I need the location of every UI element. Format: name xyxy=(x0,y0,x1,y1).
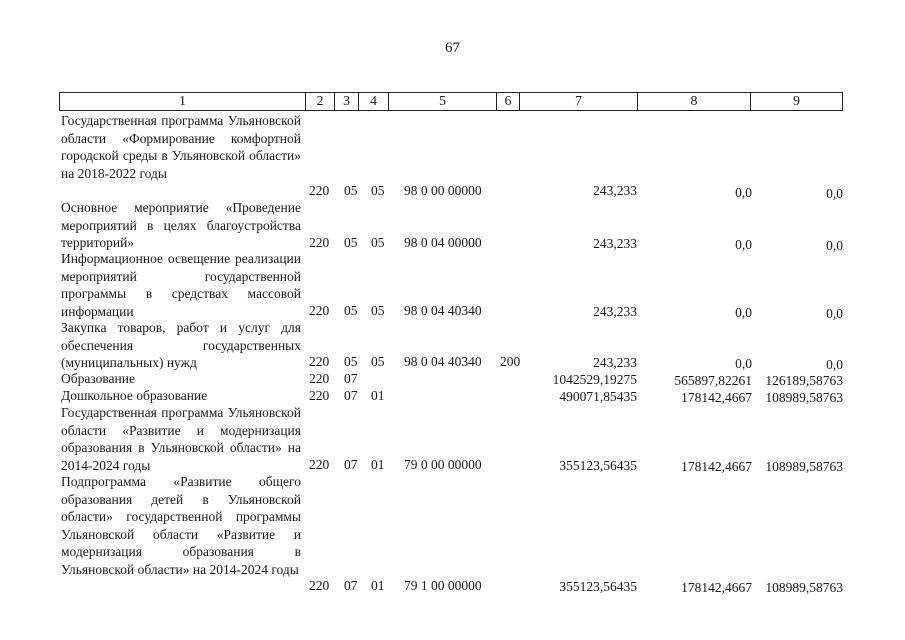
row-description: Подпрограмма «Развитие общего образования детей в Ульяновской области» государственной программы Ульяновской области «Развитие и модернизация образования в Ульяновской области» на 2014-2024 годы xyxy=(61,474,301,577)
cell-col-9: 0,0 xyxy=(826,186,843,201)
cell-col-5: 98 0 04 00000 xyxy=(404,235,482,250)
row-description: Государственная программа Ульяновской области «Развитие и модернизация образования в Ульяновской области» на 2014-2024 годы xyxy=(61,405,301,473)
cell-col-3: 05 xyxy=(344,235,358,250)
cell-col-7: 355123,56435 xyxy=(559,458,637,473)
header-col-1: 1 xyxy=(60,93,306,110)
cell-col-8: 178142,4667 xyxy=(681,459,752,474)
cell-col-9: 108989,58763 xyxy=(765,580,843,595)
cell-col-8: 0,0 xyxy=(735,305,752,320)
cell-col-2: 220 xyxy=(309,235,330,250)
cell-col-4: 05 xyxy=(371,235,385,250)
cell-col-2: 220 xyxy=(309,578,330,593)
cell-col-2: 220 xyxy=(309,183,330,198)
cell-col-8: 178142,4667 xyxy=(681,390,752,405)
cell-col-7: 243,233 xyxy=(593,236,637,251)
header-col-6: 6 xyxy=(497,93,520,110)
cell-col-4: 01 xyxy=(371,578,385,593)
cell-col-2: 220 xyxy=(309,371,330,386)
cell-col-2: 220 xyxy=(309,303,330,318)
page-number: 67 xyxy=(445,40,460,56)
cell-col-2: 220 xyxy=(309,354,330,369)
cell-col-9: 108989,58763 xyxy=(765,459,843,474)
header-col-7: 7 xyxy=(520,93,638,110)
cell-col-2: 220 xyxy=(309,388,330,403)
cell-col-9: 108989,58763 xyxy=(765,390,843,405)
row-description: Закупка товаров, работ и услуг для обеспечения государственных (муниципальных) нужд xyxy=(61,320,301,370)
cell-col-9: 0,0 xyxy=(826,238,843,253)
cell-col-3: 07 xyxy=(344,371,358,386)
cell-col-3: 05 xyxy=(344,303,358,318)
header-col-3: 3 xyxy=(335,93,359,110)
cell-col-7: 243,233 xyxy=(593,304,637,319)
cell-col-9: 0,0 xyxy=(826,357,843,372)
cell-col-8: 178142,4667 xyxy=(681,580,752,595)
cell-col-7: 355123,56435 xyxy=(559,579,637,594)
cell-col-7: 243,233 xyxy=(593,355,637,370)
row-description: Дошкольное образование xyxy=(61,388,208,403)
cell-col-9: 126189,58763 xyxy=(765,373,843,388)
row-description: Информационное освещение реализации мероприятий государственной программы в средствах массовой информации xyxy=(61,251,301,319)
cell-col-3: 07 xyxy=(344,388,358,403)
cell-col-3: 05 xyxy=(344,354,358,369)
header-col-2: 2 xyxy=(306,93,335,110)
cell-col-7: 243,233 xyxy=(593,183,637,198)
row-description: Основное мероприятие «Проведение мероприятий в целях благоустройства территорий» xyxy=(61,200,301,250)
cell-col-8: 0,0 xyxy=(735,185,752,200)
cell-col-5: 79 1 00 00000 xyxy=(404,578,482,593)
cell-col-4: 05 xyxy=(371,183,385,198)
cell-col-8: 0,0 xyxy=(735,237,752,252)
cell-col-4: 01 xyxy=(371,388,385,403)
cell-col-3: 05 xyxy=(344,183,358,198)
cell-col-9: 0,0 xyxy=(826,306,843,321)
cell-col-5: 98 0 04 40340 xyxy=(404,354,482,369)
header-col-9: 9 xyxy=(793,94,800,109)
row-description: Государственная программа Ульяновской области «Формирование комфортной городской среды в Ульяновской области» на 2018-2022 годы xyxy=(61,113,301,181)
row-description: Образование xyxy=(61,371,135,386)
cell-col-7: 1042529,19275 xyxy=(552,372,637,387)
cell-col-4: 05 xyxy=(371,354,385,369)
cell-col-4: 05 xyxy=(371,303,385,318)
cell-col-3: 07 xyxy=(344,457,358,472)
header-col-5: 5 xyxy=(389,93,497,110)
cell-col-5: 98 0 00 00000 xyxy=(404,183,482,198)
cell-col-4: 01 xyxy=(371,457,385,472)
cell-col-8: 565897,82261 xyxy=(674,373,752,388)
cell-col-2: 220 xyxy=(309,457,330,472)
cell-col-3: 07 xyxy=(344,578,358,593)
cell-col-7: 490071,85435 xyxy=(559,389,637,404)
header-col-8: 8 xyxy=(638,93,751,110)
header-col-4: 4 xyxy=(359,93,389,110)
cell-col-5: 79 0 00 00000 xyxy=(404,457,482,472)
cell-col-8: 0,0 xyxy=(735,356,752,371)
cell-col-5: 98 0 04 40340 xyxy=(404,303,482,318)
cell-col-6: 200 xyxy=(500,354,521,369)
